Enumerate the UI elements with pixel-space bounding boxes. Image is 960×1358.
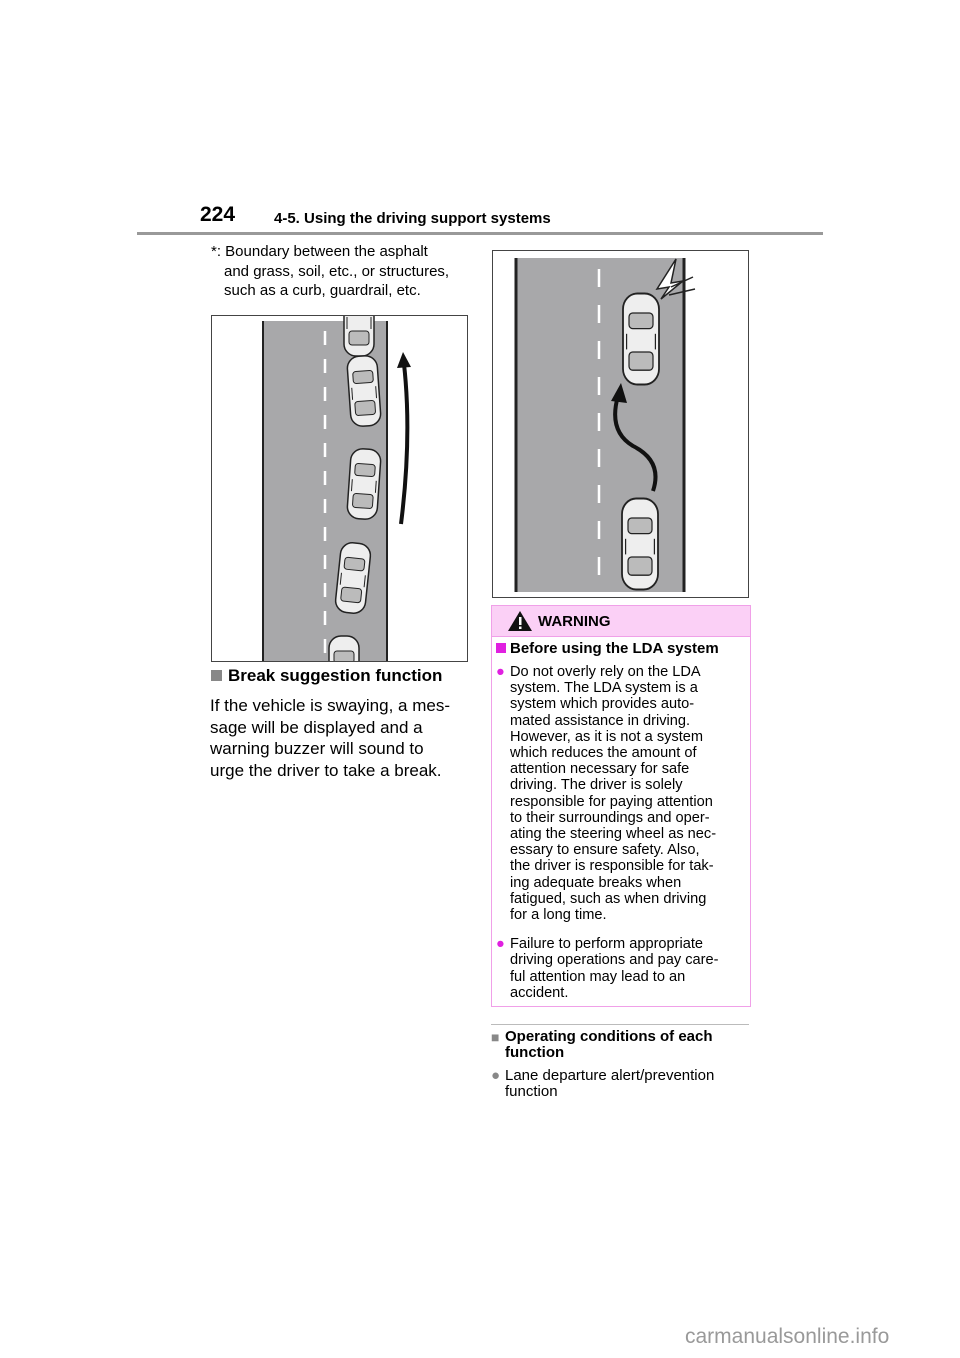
dot-bullet-icon: ● — [496, 664, 505, 680]
square-bullet-icon: ■ — [491, 1029, 500, 1045]
footnote-line: such as a curb, guardrail, etc. — [224, 282, 421, 299]
arrow-icon — [401, 364, 407, 524]
footnote-line: and grass, soil, etc., or structures, — [224, 262, 450, 280]
bullet-line: driving. The driver is solely — [510, 777, 683, 794]
bullet-line: ating the steering wheel as nec- — [510, 826, 717, 843]
body-line: If the vehicle is swaying, a mes- — [210, 696, 450, 715]
bullet-text — [510, 936, 719, 1001]
car-icon — [347, 448, 382, 520]
break-suggestion-body — [210, 695, 450, 781]
watermark: carmanualsonline.info — [685, 1325, 890, 1348]
warning-subheading — [492, 637, 750, 657]
bullet-line: ful attention may lead to an — [510, 968, 686, 985]
footnote — [211, 242, 449, 301]
bullet-line: to their surroundings and oper- — [510, 809, 710, 826]
bullet-line: which reduces the amount of — [510, 745, 697, 762]
car-icon — [334, 542, 371, 615]
divider — [491, 1024, 749, 1025]
bullet-line: system. The LDA system is a — [510, 680, 698, 697]
bullet-line: Failure to perform appropriate — [510, 936, 704, 953]
dot-bullet-icon: ● — [491, 1067, 501, 1084]
section-title: 4-5. Using the driving support systems — [274, 210, 551, 227]
bullet-line: ing adequate breaks when — [510, 874, 682, 891]
bullet-line: Do not overly rely on the LDA — [510, 664, 701, 680]
heading-line: function — [505, 1044, 565, 1061]
car-icon — [329, 636, 359, 662]
item-line: function — [505, 1083, 558, 1100]
item-line: Lane departure alert/prevention — [505, 1067, 715, 1084]
body-line: warning buzzer will sound to — [210, 739, 424, 758]
page-number: 224 — [200, 203, 236, 226]
square-bullet-icon — [211, 670, 222, 681]
car-icon — [622, 499, 658, 590]
car-icon — [347, 355, 382, 427]
body-line: urge the driver to take a break. — [210, 760, 442, 780]
warning-header — [492, 606, 750, 637]
operating-conditions-heading — [491, 1029, 714, 1100]
car-icon — [623, 294, 659, 385]
warning-box — [491, 605, 751, 1007]
warning-triangle-icon — [507, 610, 533, 632]
bullet-line: attention necessary for safe — [510, 761, 690, 778]
heading-line: Operating conditions of each — [505, 1028, 713, 1045]
bullet-text — [510, 664, 716, 923]
bullet-line: responsible for paying attention — [510, 793, 713, 810]
bullet-line: system which provides auto- — [510, 696, 695, 713]
lane-departure-illustration — [492, 250, 749, 598]
square-bullet-icon — [496, 643, 506, 653]
car-icon — [344, 315, 374, 356]
footnote-line: *: Boundary between the asphalt — [211, 243, 428, 260]
body-line: sage will be displayed and a — [210, 717, 423, 737]
header-rule — [137, 232, 823, 235]
warning-bullet — [492, 936, 750, 1001]
break-suggestion-heading — [211, 666, 442, 686]
bullet-line: essary to ensure safety. Also, — [510, 842, 700, 859]
dot-bullet-icon: ● — [496, 936, 505, 953]
warning-title: WARNING — [538, 613, 611, 630]
bullet-line: the driver is responsible for tak- — [510, 858, 714, 875]
arrowhead-icon — [397, 352, 411, 368]
warning-bullet — [492, 664, 750, 923]
heading-text: Break suggestion function — [228, 666, 443, 685]
swaying-vehicle-illustration — [211, 315, 468, 662]
bullet-line: driving operations and pay care- — [510, 952, 719, 969]
bullet-line: fatigued, such as when driving — [510, 890, 707, 907]
bullet-line: However, as it is not a system — [510, 728, 704, 745]
bullet-line: for a long time. — [510, 907, 607, 924]
bullet-line: accident. — [510, 984, 569, 1001]
subheading-text: Before using the LDA system — [510, 640, 719, 657]
bullet-line: mated assistance in driving. — [510, 712, 691, 729]
